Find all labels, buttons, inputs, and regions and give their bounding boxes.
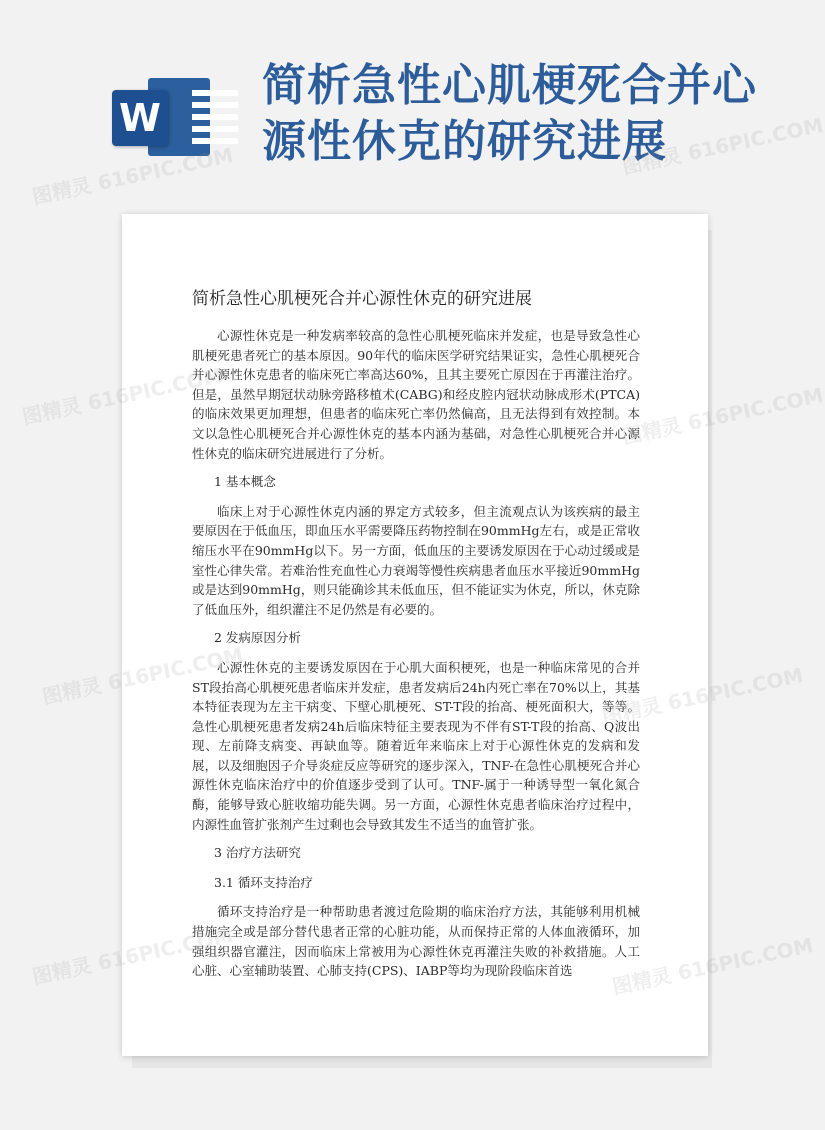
word-badge bbox=[112, 90, 168, 146]
watermark: 616PIC.COM bbox=[665, 662, 806, 716]
paragraph-circulatory: 循环支持治疗是一种帮助患者渡过危险期的临床治疗方法，其能够利用机械措施完全或是部分替代患者正常的心脏功能，从而保持正常的人体血液循环，加强组织器官灌注，因而临床上常被用为心源性休克再灌注失败的补救措施。人工心脏、心室辅助装置、心肺支持(CPS)、IABP等均为现阶段临床首选 bbox=[192, 904, 640, 979]
watermark: 图精灵 bbox=[20, 393, 84, 429]
watermark: 图精灵 616PIC.COM bbox=[610, 932, 816, 999]
watermark: 图精灵 616PIC.COM bbox=[620, 112, 825, 179]
watermark: 图精灵 bbox=[30, 953, 94, 989]
document-title: 简析急性心肌梗死合并心源性休克的研究进展 bbox=[192, 289, 532, 309]
subsection-heading-circulatory: 3.1 循环支持治疗 bbox=[214, 874, 313, 890]
word-letter: W bbox=[119, 96, 161, 140]
section-heading-treatment: 3 治疗方法研究 bbox=[214, 845, 301, 861]
section-heading-concept: 1 基本概念 bbox=[214, 474, 276, 490]
header-title: 简析急性心肌梗死合并心源性休克的研究进展 bbox=[262, 60, 757, 167]
watermark: 图精灵 616PIC.COM bbox=[30, 142, 236, 209]
section-heading-cause: 2 发病原因分析 bbox=[214, 630, 301, 646]
watermark: 图精灵 616PIC.COM bbox=[620, 382, 825, 449]
document-body bbox=[192, 326, 640, 981]
document-page bbox=[122, 214, 708, 1056]
watermark: 图精灵 bbox=[40, 673, 104, 709]
paragraph-cause: 心源性休克的主要诱发原因在于心肌大面积梗死，也是一种临床常见的合并ST段抬高心肌梗死患者临床并发症，患者发病后24h内死亡率在70%以上，其基本特征表现为左主干病变、下壁心肌梗死、ST-T段的抬高、梗死面积大，等等。急性心肌梗死患者发病24h后临床特征主要表现为不伴有ST-T段的抬高、Q波出现、左前降支病变、再缺血等。随着近年来临床上对于心源性休克的发病和发展，以及细胞因子介导炎症反应等研究的逐步深入，TNF-在急性心肌梗死合并心源性休克临床治疗中的价值逐步受到了认可。TNF-属于一种诱导型一氧化氮合酶，能够导致心脏收缩功能失调。另一方面，心源性休克患者临床治疗过程中，内源性血管扩张剂产生过剩也会导致其发生不适当的血管扩张。 bbox=[192, 659, 640, 832]
paragraph-intro: 心源性休克是一种发病率较高的急性心肌梗死临床并发症，也是导致急性心肌梗死患者死亡的基本原因。90年代的临床医学研究结果证实，急性心肌梗死合并心源性休克患者的临床死亡率高达60%，且其主要死亡原因在于再灌注治疗。但是，虽然早期冠状动脉旁路移植术(CABG)和经皮腔内冠状动脉成形术(PTCA)的临床效果更加理想，但患者的临床死亡率仍然偏高，且无法得到有效控制。本文以急性心肌梗死合并心源性休克的基本内涵为基础，对急性心肌梗死合并心源性休克的临床研究进展进行了分析。 bbox=[192, 328, 640, 461]
word-document-icon bbox=[112, 70, 212, 162]
paragraph-concept: 临床上对于心源性休克内涵的界定方式较多，但主流观点认为该疾病的最主要原因在于低血压，即血压水平需要降压药物控制在90mmHg左右，或是正常收缩压水平在90mmHg以下。另一方面，低血压的主要诱发原因在于心动过缓或是室性心律失常。若难治性充血性心力衰竭等慢性疾病患者血压水平接近90mmHg或是达到90mmHg，则只能确诊其未低血压，但不能证实为休克，所以，休克除了低血压外，组织灌注不足仍然是有必要的。 bbox=[192, 503, 640, 617]
